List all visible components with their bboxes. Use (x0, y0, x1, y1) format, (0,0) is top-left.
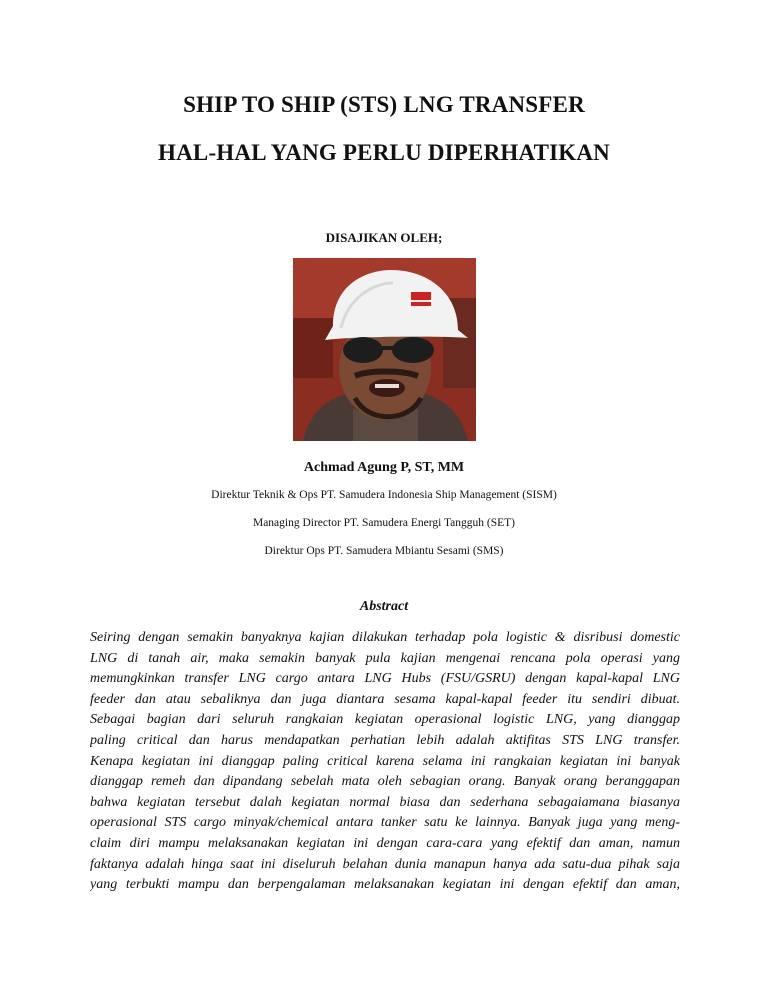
author-role: Direktur Teknik & Ops PT. Samudera Indonesia Ship Management (SISM) (211, 489, 557, 501)
author-name: Achmad Agung P, ST, MM (303, 460, 465, 475)
abstract-line: LNG di tanah air, maka semakin banyak pula kajian mengenai rencana pola operasi yang (90, 650, 680, 666)
author-portrait-illustration (293, 258, 476, 441)
abstract-line: memungkinkan transfer LNG cargo antara LNG Hubs (FSU/GSRU) dengan kapal-kapal LNG (90, 671, 680, 687)
abstract-line: Sebagai bagian dari seluruh rangkaian kegiatan operasional logistic LNG, yang dianggap (90, 712, 680, 728)
abstract-line: claim diri mampu melaksanakan kegiatan ini dengan cara-cara yang efektif dan aman, namun (90, 835, 680, 851)
abstract-line: feeder dan atau sebaliknya dan juga diantara sesama kapal-kapal feeder itu sendiri dibuat. (90, 691, 680, 707)
document-title-line-1: SHIP TO SHIP (STS) LNG TRANSFER (183, 92, 585, 117)
author-photo (293, 258, 476, 441)
presenter-label: DISAJIKAN OLEH; (325, 230, 443, 245)
abstract-line: Kenapa kegiatan ini dianggap paling critical karena selama ini rangkaian kegiatan ini banyak (90, 753, 680, 769)
abstract-heading: Abstract (359, 599, 409, 614)
author-role: Direktur Ops PT. Samudera Mbiantu Sesami (SMS) (264, 545, 504, 557)
abstract-line: paling critical dan harus mendapatkan perhatian lebih adalah aktifitas STS LNG transfer. (90, 732, 680, 748)
document-title-line-2: HAL-HAL YANG PERLU DIPERHATIKAN (158, 140, 610, 165)
abstract-line: faktanya adalah hinga saat ini diseluruh belahan dunia manapun hanya ada satu-dua pihak saja (90, 856, 680, 872)
abstract-line: yang terbukti mampu dan berpengalaman melaksanakan kegiatan ini dengan efektif dan aman, (90, 877, 680, 893)
abstract-line: bahwa kegiatan tersebut dalah kegiatan normal biasa dan sederhana sebagaiamana biasanya (90, 794, 680, 810)
abstract-line: operasional STS cargo minyak/chemical antara tanker satu ke lainnya. Banyak juga yang meng- (90, 815, 680, 831)
abstract-line: dianggap remeh dan dipandang sebelah mata oleh sebagian orang. Banyak orang beranggapan (90, 774, 680, 790)
abstract-line: Seiring dengan semakin banyaknya kajian dilakukan terhadap pola logistic & disribusi domestic (90, 630, 680, 645)
abstract-body (90, 628, 680, 896)
author-role: Managing Director PT. Samudera Energi Tangguh (SET) (252, 517, 516, 529)
